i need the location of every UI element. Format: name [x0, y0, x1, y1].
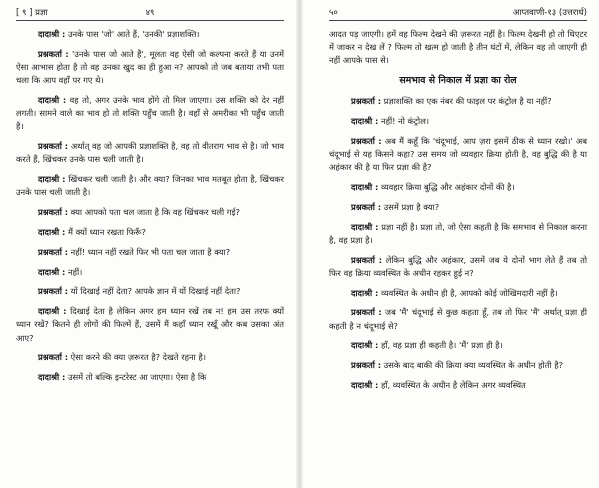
speaker-label: दादाश्री : [351, 116, 379, 126]
speaker-label: दादाश्री : [351, 379, 379, 390]
dialogue-paragraph [16, 266, 284, 279]
dialogue-text: अर्थात् वह जो आपकी प्रज्ञाशक्ति है, वह तो वीतराग भाव से है। जो भाव करते हैं, खिंचकर उनके पास चली जाती है। [16, 141, 285, 165]
dialogue-paragraph [329, 181, 587, 194]
dialogue-paragraph [16, 173, 284, 199]
left-page-body [16, 28, 284, 384]
right-page-header [329, 6, 587, 21]
dialogue-text: हाँ, वह प्रज्ञा ही कहती है। 'मैं' प्रज्ञा ही है। [378, 340, 503, 351]
speaker-label: प्रश्नकर्ता : [38, 246, 69, 257]
dialogue-text: क्या आपको पता चल जाता है कि वह खिंचकर चली गई? [68, 207, 240, 218]
dialogue-paragraph [16, 28, 284, 41]
dialogue-text: नहीं। [65, 266, 83, 277]
dialogue-paragraph [16, 351, 284, 364]
dialogue-text: उसमें तो बल्कि इन्टरेस्ट आ जाएगा। ऐसा है कि [65, 372, 207, 383]
left-page [0, 0, 296, 488]
dialogue-text: 'उनके पास जो आते हैं', मूलतः वह ऐसी जो कल्पना करते हैं या उनमें ऐसा आभास होता है तो वह उनका खुद का ही हुआ न? आपको तो जब बताया तभी पता चला कि आप वहाँ पर गए थे। [16, 48, 284, 86]
dialogue-text: उसके बाद बाकी की क्रिया क्या व्यवस्थित के अधीन होती है? [381, 360, 564, 371]
speaker-label: प्रश्नकर्ता : [38, 207, 69, 218]
dialogue-text: व्यवस्थित के अधीन ही है, आपको कोई जोखिमदारी नहीं है। [378, 287, 558, 298]
dialogue-paragraph [329, 379, 587, 392]
dialogue-paragraph [16, 140, 284, 166]
dialogue-text: मैं क्यों ध्यान रखता फिरूँ? [65, 227, 147, 237]
right-page [303, 0, 599, 488]
speaker-label: प्रश्नकर्ता : [38, 48, 69, 59]
dialogue-text: अब मैं कहूँ कि 'चंदूभाई, आप ज़रा इसमें ठीक से ध्यान रखो।' अब चंदूभाई से यह किसने कहा? उस समय जो व्यवहार क्रिया होती है, वह बुद्धि की है या अहंकार की है या फिर प्रज्ञा की है? [329, 135, 587, 173]
dialogue-text: नहीं! ध्यान नहीं रखते फिर भी पता चल जाता है क्या? [68, 246, 231, 257]
dialogue-paragraph [16, 285, 284, 298]
dialogue-text: खिंचकर चली जाती है। और क्या? जिनका भाव मतबूत होता है, खिंचकर उनके पास चली जाती है। [16, 174, 284, 198]
dialogue-paragraph [16, 226, 284, 239]
book-title: आप्तवाणी-१३ (उत्तरार्ध) [512, 8, 587, 18]
speaker-label: प्रश्नकर्ता : [351, 96, 382, 107]
dialogue-text: उनके पास 'जो' आते हैं, 'उनकी' प्रज्ञाशक्ति। [65, 29, 200, 39]
dialogue-paragraph [329, 95, 587, 108]
chapter-label: [ ९ ] प्रज्ञा [16, 8, 48, 18]
dialogue-text: दिखाई देता है लेकिन अगर हम ध्यान रखें तब न! हम उस तरफ क्यों ध्यान रखें? कितने ही लोगों की फिल्में हैं, उसमें मैं कहाँ ध्यान रखूँ और कब उसका अंत आए? [16, 306, 285, 343]
page-number: ४९ [145, 8, 155, 18]
page-number: ५० [329, 8, 338, 18]
speaker-label: प्रश्नकर्ता : [38, 141, 69, 152]
speaker-label: दादाश्री : [351, 340, 379, 351]
dialogue-text: यों दिखाई नहीं देता? आपके ज्ञान में यों दिखाई नहीं देता? [68, 286, 241, 297]
section-heading: समभाव से निकाल में प्रज्ञा का रोल [399, 75, 517, 87]
dialogue-text: नहीं! नो कंट्रोल। [378, 116, 429, 126]
dialogue-text: जब 'मैं' चंदूभाई से कुछ कहता हूँ, तब तो फिर 'मैं' अर्थात् प्रज्ञा ही कहती है न चंदूभाई से? [329, 307, 587, 331]
dialogue-paragraph [16, 206, 284, 219]
speaker-label: दादाश्री : [38, 227, 66, 237]
speaker-label: दादाश्री : [351, 287, 379, 298]
dialogue-paragraph [329, 359, 587, 372]
speaker-label: दादाश्री : [38, 306, 67, 317]
speaker-label: प्रश्नकर्ता : [38, 352, 69, 363]
dialogue-paragraph [329, 339, 587, 352]
dialogue-paragraph [16, 246, 284, 259]
speaker-label: प्रश्नकर्ता : [351, 307, 382, 318]
speaker-label: प्रश्नकर्ता : [351, 135, 382, 146]
dialogue-text: लेकिन बुद्धि और अहंकार, उसमें जब ये दोनों भाग लेते हैं तब तो फिर वह क्रिया व्यवस्थित के अधीन रहकर हुई न? [329, 254, 588, 278]
dialogue-paragraph [16, 305, 284, 345]
dialogue-paragraph [329, 306, 587, 332]
right-page-body [329, 95, 587, 392]
speaker-label: प्रश्नकर्ता : [351, 360, 382, 371]
opening-paragraph: आदत पड़ जाएगी। हमें वह फिल्म देखने की ज़रूरत नहीं है। फिल्म देखनी हो तो थिएटर में जाकर न देख लें ? फिल्म तो खत्म हो जाती है तीन घंटों में, लेकिन वह तो जाएगी ही नहीं आपके पास से। [329, 29, 587, 66]
dialogue-text: व्यवहार क्रिया बुद्धि और अहंकार दोनों की है। [378, 182, 515, 192]
book-gutter [296, 0, 303, 488]
dialogue-paragraph [329, 221, 587, 247]
dialogue-text: हाँ, व्यवस्थित के अधीन है लेकिन अगर व्यवस्थित [378, 379, 526, 390]
speaker-label: दादाश्री : [351, 182, 379, 192]
speaker-label: दादाश्री : [38, 372, 66, 383]
dialogue-text: उसमें प्रज्ञा है क्या? [381, 201, 440, 212]
dialogue-text: प्रज्ञा नहीं है। प्रज्ञा तो, जो ऐसा कहती है कि समभाव से निकाल करना है, वह प्रज्ञा है। [329, 221, 587, 245]
speaker-label: दादाश्री : [38, 266, 66, 277]
dialogue-text: वह तो, अगर उनके भाव होंगे तो मिल जाएगा। उस शक्ति को देर नहीं लगती। सामने वाले का भाव हो तो शक्ति पहुँच जाती है। वहाँ से अमरीका भी पहुँच जाती है। [16, 95, 285, 132]
dialogue-text: ऐसा करने की क्या ज़रूरत है? देखते रहना है। [68, 352, 206, 363]
dialogue-paragraph [329, 201, 587, 214]
speaker-label: दादाश्री : [38, 29, 66, 39]
dialogue-text: प्रज्ञाशक्ति का एक नंबर की फाइल पर कंट्रोल है या नहीं? [381, 96, 552, 107]
speaker-label: प्रश्नकर्ता : [351, 201, 382, 212]
dialogue-paragraph [16, 48, 284, 88]
speaker-label: दादाश्री : [38, 95, 67, 105]
left-page-header [16, 6, 284, 21]
dialogue-paragraph [329, 254, 587, 280]
dialogue-paragraph [16, 371, 284, 384]
speaker-label: दादाश्री : [38, 174, 66, 185]
dialogue-paragraph [329, 115, 587, 128]
dialogue-paragraph [329, 135, 587, 175]
dialogue-paragraph [329, 287, 587, 300]
dialogue-paragraph [16, 94, 284, 134]
speaker-label: प्रश्नकर्ता : [38, 286, 69, 297]
speaker-label: प्रश्नकर्ता : [351, 254, 383, 265]
speaker-label: दादाश्री : [351, 221, 379, 232]
